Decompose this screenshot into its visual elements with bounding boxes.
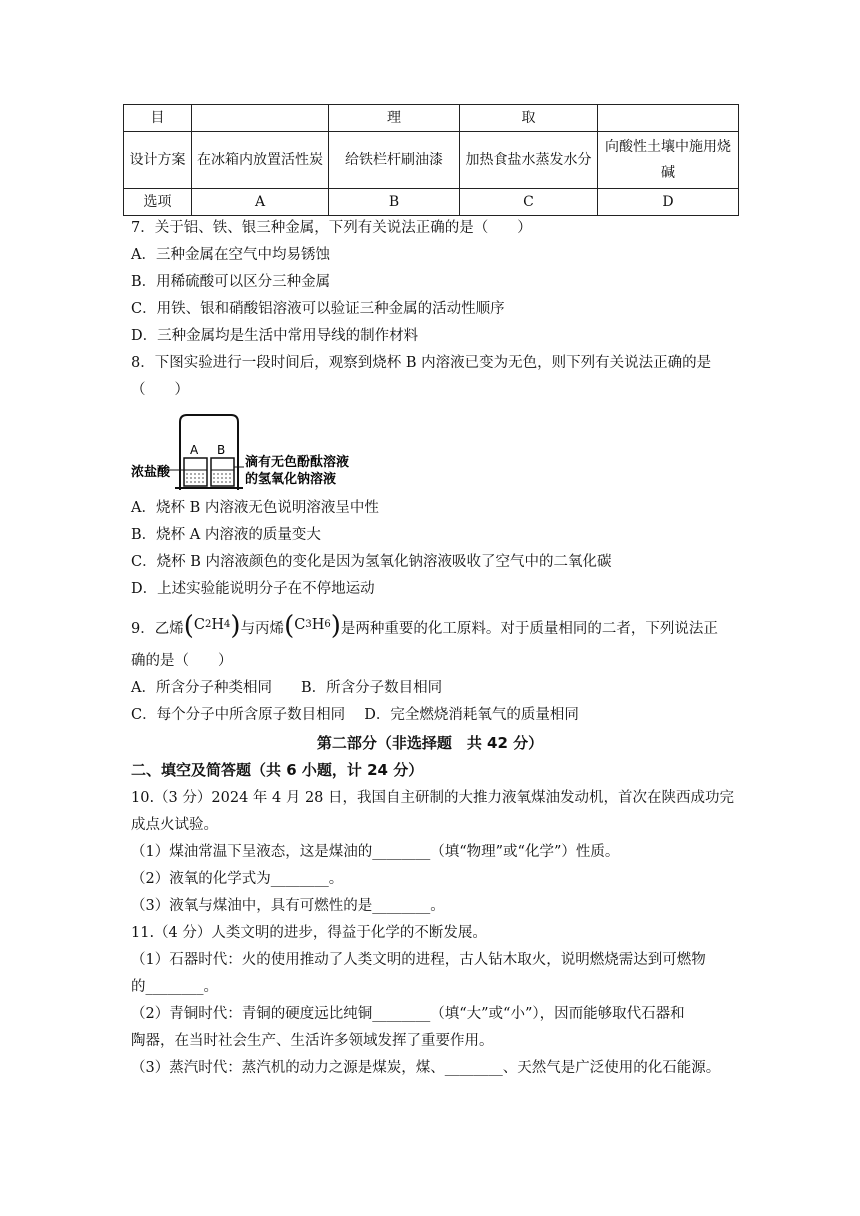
- q8-option-a: A．烧杯 B 内溶液无色说明溶液呈中性: [131, 500, 379, 516]
- conc-hcl-label: 浓盐酸: [131, 465, 171, 480]
- table-cell: 给铁栏杆刷油漆: [329, 132, 460, 189]
- table-row: [124, 132, 739, 189]
- table-cell: A: [192, 189, 329, 216]
- table-cell: 设计方案: [124, 132, 192, 189]
- q7-option-d: D．三种金属均是生活中常用导线的制作材料: [131, 328, 419, 344]
- table-cell: C: [460, 189, 598, 216]
- q9-suffix: 是两种重要的化工原料。对于质量相同的二者，下列说法正: [340, 621, 718, 637]
- q7-option-a: A．三种金属在空气中均易锈蚀: [131, 247, 330, 263]
- table-row: [124, 105, 739, 132]
- q11-sub2: （2）青铜时代：青铜的硬度远比纯铜________（填“大”或“小”），因而能够取代石器和: [131, 1006, 685, 1022]
- q11-stem: 11.（4 分）人类文明的进步，得益于化学的不断发展。: [131, 925, 487, 941]
- table-cell: 选项: [124, 189, 192, 216]
- q7-option-c: C．用铁、银和硝酸铝溶液可以验证三种金属的活动性顺序: [131, 301, 505, 317]
- bell-jar-apparatus: [131, 412, 371, 492]
- q9-stem: [131, 611, 718, 641]
- q9-connector: 与丙烯: [240, 621, 285, 637]
- q8-stem: 8．下图实验进行一段时间后，观察到烧杯 B 内溶液已变为无色，则下列有关说法正确的是: [131, 355, 712, 371]
- table-cell: 在冰箱内放置活性炭: [192, 132, 329, 189]
- table-cell: D: [598, 189, 739, 216]
- experiment-diagram: [131, 412, 371, 492]
- beaker-a-label: A: [190, 443, 199, 457]
- ethylene-formula: ( C 2 H 4 ): [183, 611, 241, 641]
- q8-option-d: D．上述实验能说明分子在不停地运动: [131, 581, 375, 597]
- q11-sub2-cont: 陶器，在当时社会生产、生活许多领域发挥了重要作用。: [131, 1033, 494, 1049]
- naoh-label-line1: 滴有无色酚酞溶液: [245, 455, 350, 470]
- q11-sub1: （1）石器时代：火的使用推动了人类文明的进程，古人钻木取火，说明燃烧需达到可燃物: [131, 952, 706, 968]
- table-cell: 向酸性土壤中施用烧碱: [598, 132, 739, 189]
- part2-title: 第二部分（非选择题 共 42 分）: [316, 734, 544, 752]
- q9-stem-cont: 确的是（ ）: [131, 653, 233, 669]
- beaker-b-label: B: [217, 443, 226, 457]
- table-cell: 理: [329, 105, 460, 132]
- q8-option-c: C．烧杯 B 内溶液颜色的变化是因为氢氧化钠溶液吸收了空气中的二氧化碳: [131, 554, 612, 570]
- table-cell: [598, 105, 739, 132]
- table-cell: 目: [124, 105, 192, 132]
- q9-prefix: 9．乙烯: [131, 621, 184, 637]
- table-cell: [192, 105, 329, 132]
- section2-title: 二、填空及简答题（共 6 小题，计 24 分）: [131, 761, 424, 779]
- q10-sub2: （2）液氧的化学式为________。: [131, 871, 344, 887]
- q10-sub3: （3）液氧与煤油中，具有可燃性的是________。: [131, 898, 445, 914]
- table-cell: 加热食盐水蒸发水分: [460, 132, 598, 189]
- q8-option-b: B．烧杯 A 内溶液的质量变大: [131, 527, 321, 543]
- table-cell: 取: [460, 105, 598, 132]
- table-cell: B: [329, 189, 460, 216]
- q10-stem: 10.（3 分）2024 年 4 月 28 日，我国自主研制的大推力液氧煤油发动机，首次在陕西成功完: [131, 790, 735, 806]
- propylene-formula: ( C 3 H 6 ): [284, 611, 341, 641]
- q10-stem-cont: 成点火试验。: [131, 817, 218, 833]
- q10-sub1: （1）煤油常温下呈液态，这是煤油的________（填“物理”或“化学”）性质。: [131, 844, 620, 860]
- naoh-label-line2: 的氢氧化钠溶液: [245, 472, 337, 487]
- q9-options-cd: C．每个分子中所含原子数目相同 D．完全燃烧消耗氧气的质量相同: [131, 707, 579, 723]
- q11-sub3: （3）蒸汽时代：蒸汽机的动力之源是煤炭，煤、________、天然气是广泛使用的化石能源。: [131, 1060, 721, 1076]
- q11-sub1-cont: 的________。: [131, 979, 218, 995]
- q7-stem: 7．关于铝、铁、银三种金属，下列有关说法正确的是（ ）: [131, 220, 532, 236]
- q7-option-b: B．用稀硫酸可以区分三种金属: [131, 274, 331, 290]
- design-table: [123, 104, 739, 216]
- q9-options-ab: A．所含分子种类相同 B．所含分子数目相同: [131, 680, 443, 696]
- table-row: [124, 189, 739, 216]
- q8-stem-paren: （ ）: [131, 382, 189, 398]
